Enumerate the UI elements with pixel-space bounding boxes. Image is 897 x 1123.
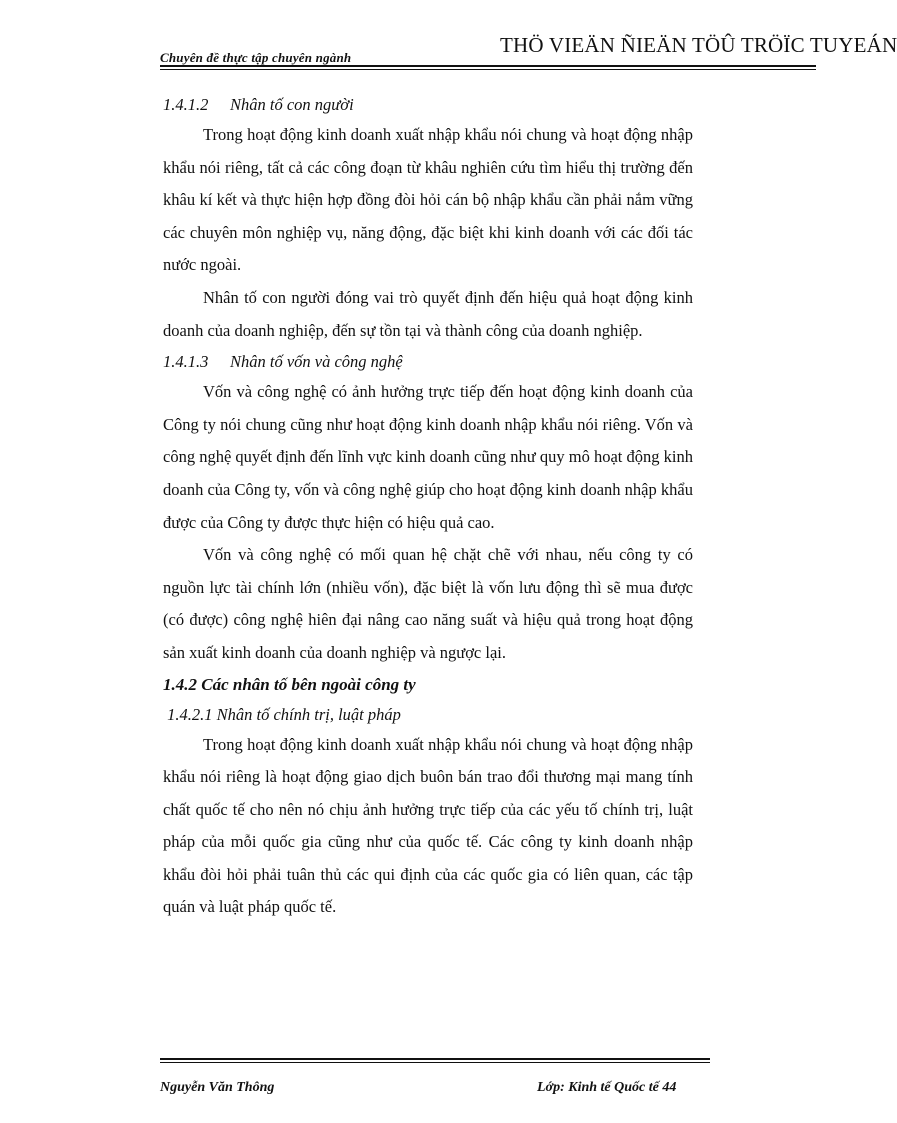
footer-divider-thin — [160, 1062, 710, 1063]
subsection-heading-political-legal: 1.4.2.1 Nhân tố chính trị, luật pháp — [163, 704, 401, 724]
subsection-heading-human-factor — [163, 90, 693, 119]
paragraph: Vốn và công nghệ có mối quan hệ chặt chẽ với nhau, nếu công ty có nguồn lực tài chính lớn (nhiều vốn), đặc biệt là vốn lưu động thì sẽ mua được (có được) công nghệ hiên đại nâng cao năng suất và hiệu quả trong hoạt động sản xuất kinh doanh của doanh nghiệp và ngược lại. — [163, 545, 693, 662]
paragraph: Vốn và công nghệ có ảnh hưởng trực tiếp đến hoạt động kinh doanh của Công ty nói chung cũng như hoạt động kinh doanh nhập khẩu nói riêng. Vốn và công nghệ quyết định đến lĩnh vực kinh doanh cũng như quy mô hoạt động kinh doanh của Công ty, vốn và công nghệ giúp cho hoạt động kinh doanh nhập khẩu được của Công ty được thực hiện có hiệu quả cao. — [163, 382, 693, 532]
running-header-title: Chuyên đề thực tập chuyên ngành — [160, 50, 352, 65]
header-divider-thin — [160, 69, 816, 70]
paragraph: Trong hoạt động kinh doanh xuất nhập khẩu nói chung và hoạt động nhập khẩu nói riêng, tất cả các công đoạn từ khâu nghiên cứu tìm hiểu thị trường đến khâu kí kết và thực hiện hợp đồng đòi hỏi cán bộ nhập khẩu cần phải nắm vững các chuyên môn nghiệp vụ, năng động, đặc biệt khi kinh doanh với các đối tác nước ngoài. — [163, 125, 693, 275]
paragraph: Nhân tố con người đóng vai trò quyết định đến hiệu quả hoạt động kinh doanh của doanh nghiệp, đến sự tồn tại và thành công của doanh nghiệp. — [163, 287, 693, 340]
author-name: Nguyễn Văn Thông — [160, 1080, 275, 1095]
subsection-heading-capital-technology — [163, 347, 693, 376]
document-body — [163, 90, 693, 924]
section-heading-external-factors: 1.4.2 Các nhân tố bên ngoài công ty — [163, 674, 416, 694]
class-label: Lớp: Kinh tế Quốc tế 44 — [537, 1080, 677, 1095]
footer-divider — [160, 1058, 710, 1060]
subsection-title: Nhân tố con người — [230, 95, 354, 114]
paragraph: Trong hoạt động kinh doanh xuất nhập khẩu nói chung và hoạt động nhập khẩu nói riêng là hoạt động giao dịch buôn bán trao đổi thương mại mang tính chất quốc tế cho nên nó chịu ảnh hưởng trực tiếp của các yếu tố chính trị, luật pháp của mỗi quốc gia cũng như của quốc tế. Các công ty kinh doanh nhập khẩu đòi hỏi phải tuân thủ các qui định của các quốc gia có liên quan, các tập quán và luật pháp quốc tế. — [163, 734, 693, 917]
header-divider — [160, 65, 816, 67]
subsection-number: 1.4.1.3 — [163, 352, 209, 372]
subsection-number: 1.4.1.2 — [163, 95, 209, 114]
subsection-title: Nhân tố vốn và công nghệ — [230, 352, 403, 372]
library-banner: THÖ VIEÄN ÑIEÄN TÖÛ TRÖÏC TUYEÁN — [500, 33, 897, 57]
